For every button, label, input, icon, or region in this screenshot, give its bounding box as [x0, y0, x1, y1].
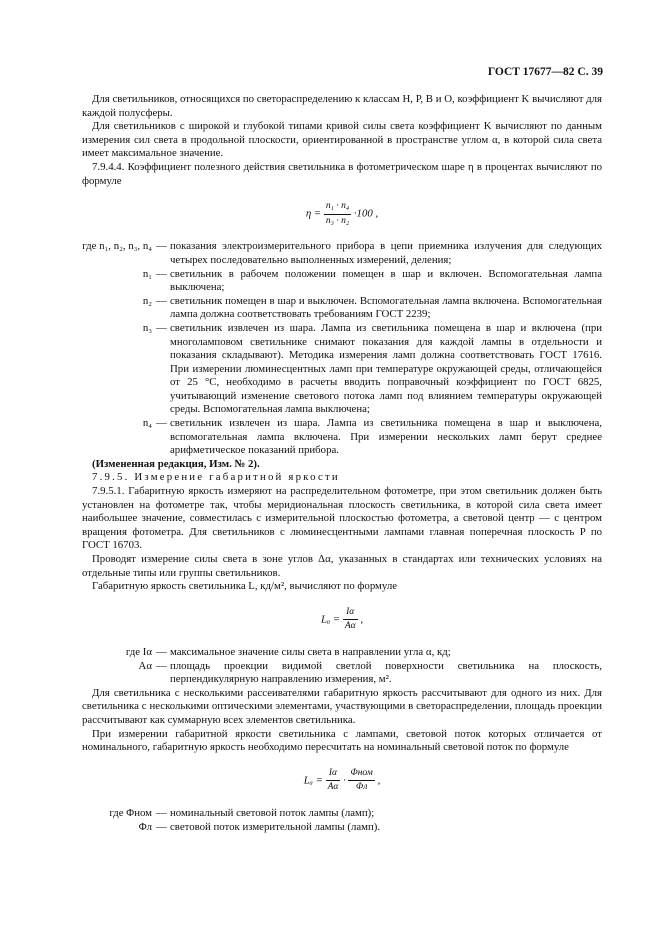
definition-dash: — [156, 417, 167, 430]
definition-row [60, 322, 602, 417]
definition-text: светильник в рабочем положении помещен в шар и включен. Вспомогательная лампа выключена; [170, 267, 602, 294]
definition-row [60, 417, 602, 458]
definition-text: номинальный световой поток лампы (ламп); [170, 806, 375, 819]
formula-lhs: Lₐ = [320, 613, 341, 626]
formula-numerator: Iα [343, 606, 358, 621]
definition-symbol: n₂ [142, 294, 152, 307]
definition-symbol: где Iα [125, 645, 152, 658]
paragraph-7: Для светильника с несколькими рассеивателями габаритную яркость рассчитывают для одного из них. Для светильника с несколькими оптическими элементами, участвующими в светораспределении, площадь проекции рассчитывают как суммарную всех элементов светильника. [82, 686, 602, 726]
formula-tail: , [377, 774, 381, 787]
formula-denominator: Aα [327, 782, 339, 793]
paragraph-6: Габаритную яркость светильника L, кд/м², вычисляют по формуле [92, 580, 397, 593]
definition-row [60, 660, 602, 687]
formula-denominator: Φл [355, 782, 368, 793]
formula-numerator: Φном [348, 767, 374, 782]
definition-symbol: n₃ [142, 321, 152, 334]
definition-row [60, 295, 602, 322]
paragraph-4: 7.9.5.1. Габаритную яркость измеряют на распределительном фотометре, при этом светильник должен быть установлен на фотометре так, чтобы меридиональная плоскость светильника, в которой сила света имеет наибольшее значение, совместилась с измерительной плоскостью фотометра, а световой центр — с центром вращения фотометра. Для светильников с люминесцентными лампами главная поперечная плоскость P по ГОСТ 16703. [82, 485, 602, 552]
definition-dash: — [156, 321, 167, 334]
definition-row [60, 807, 602, 821]
definitions-efficiency [60, 240, 602, 458]
formula-numerator: n₁ · n₄ [324, 200, 351, 215]
definition-dash: — [156, 240, 167, 253]
formula-luminance [82, 606, 602, 634]
formula-fraction [324, 200, 351, 228]
definition-row [60, 646, 602, 660]
definitions-flux [60, 807, 602, 834]
definition-text: светильник извлечен из шара. Лампа из светильника помещена в шар и включена (при многоламповом светильнике снимают показания для каждой лампы в отдельности и показания складывают). Методика измерения ламп должна соответствовать ГОСТ 17616. При измерении люминесцентных ламп при температуре окружающей среды, отличающейся от 25 °С, необходимо в расчеты вводить поправочный коэффициент по ГОСТ 6825, учитывающий изменение светового потока ламп под влиянием температуры окружающей среды. Вспомогательная лампа выключена; [170, 321, 602, 416]
definition-symbol: где Φном [109, 806, 152, 819]
formula-efficiency [82, 200, 602, 228]
section-heading: 7.9.5. Измерение габаритной яркости [92, 471, 340, 484]
definition-text: показания электроизмерительного прибора в цепи приемника излучения для следующих четырех последовательно выполненных измерений, деления; [170, 240, 602, 266]
paragraph-1: Для светильников, относящихся по светораспределению к классам Н, Р, В и О, коэффициент K вычисляют для каждой полусферы. [82, 93, 602, 119]
paragraph-8: При измерении габаритной яркости светильника с лампами, световой поток которых отличается от номинального, габаритную яркость необходимо пересчитать на номинальный световой поток по формуле [82, 727, 602, 754]
definition-text: светильник извлечен из шара. Лампа из светильника помещена в шар и выключена, вспомогательная лампа включена. При измерении нескольких ламп берут среднее арифметическое показаний прибора. [170, 417, 602, 457]
definition-symbol: n₁ [142, 267, 152, 280]
definition-dash: — [156, 659, 167, 672]
page-body [82, 93, 602, 834]
definition-dash: — [156, 294, 167, 307]
page-header: ГОСТ 17677—82 С. 39 [487, 66, 603, 78]
definition-row [60, 821, 602, 835]
definition-symbol: Aα [138, 659, 152, 672]
edition-note: (Измененная редакция, Изм. № 2). [92, 457, 260, 470]
formula-luminance-nominal [82, 767, 602, 795]
formula-lhs: η = [305, 207, 322, 220]
formula-tail: , [360, 613, 364, 626]
formula-multiply: · [343, 774, 346, 787]
formula-numerator: Iα [326, 767, 341, 782]
definition-dash: — [156, 645, 167, 658]
paragraph-3: 7.9.4.4. Коэффициент полезного действия светильника в фотометрическом шаре η в процентах вычисляют по формуле [82, 160, 602, 187]
formula-fraction-1 [326, 767, 341, 795]
definition-dash: — [156, 806, 167, 819]
definition-symbol: где n₁, n₂, n₃, n₄ [82, 240, 152, 253]
definition-symbol: Φл [138, 820, 152, 833]
paragraph-5: Проводят измерение силы света в зоне углов Δα, указанных в стандартах или технических условиях на отдельные типы или группы светильников. [82, 553, 602, 579]
definition-symbol: n₄ [142, 417, 152, 430]
definitions-luminance [60, 646, 602, 687]
definition-text: максимальное значение силы света в направлении угла α, кд; [170, 645, 451, 658]
definition-text: световой поток измерительной лампы (ламп). [170, 820, 381, 833]
formula-tail: ·100 , [353, 207, 379, 220]
formula-fraction-2 [348, 767, 374, 795]
formula-denominator: n₃ · n₂ [325, 215, 350, 226]
formula-fraction [343, 606, 358, 634]
definition-row [60, 268, 602, 295]
definition-row [60, 240, 602, 267]
definition-text: светильник помещен в шар и выключен. Вспомогательная лампа включена. Вспомогательная лампа должна соответствовать требованиям ГОСТ 2239; [170, 294, 602, 321]
paragraph-2: Для светильников с широкой и глубокой типами кривой силы света коэффициент K вычисляют по данным измерения сил света в продольной плоскости, ориентированной в пространстве углом α, в которой сила света имеет максимальное значение. [82, 120, 602, 160]
definition-text: площадь проекции видимой светлой поверхности светильника на плоскость, перпендикулярную направлению измерения, м². [170, 659, 602, 686]
formula-denominator: Aα [344, 621, 356, 632]
definition-dash: — [156, 820, 167, 833]
definition-dash: — [156, 267, 167, 280]
formula-lhs: Lₐ = [303, 774, 323, 787]
